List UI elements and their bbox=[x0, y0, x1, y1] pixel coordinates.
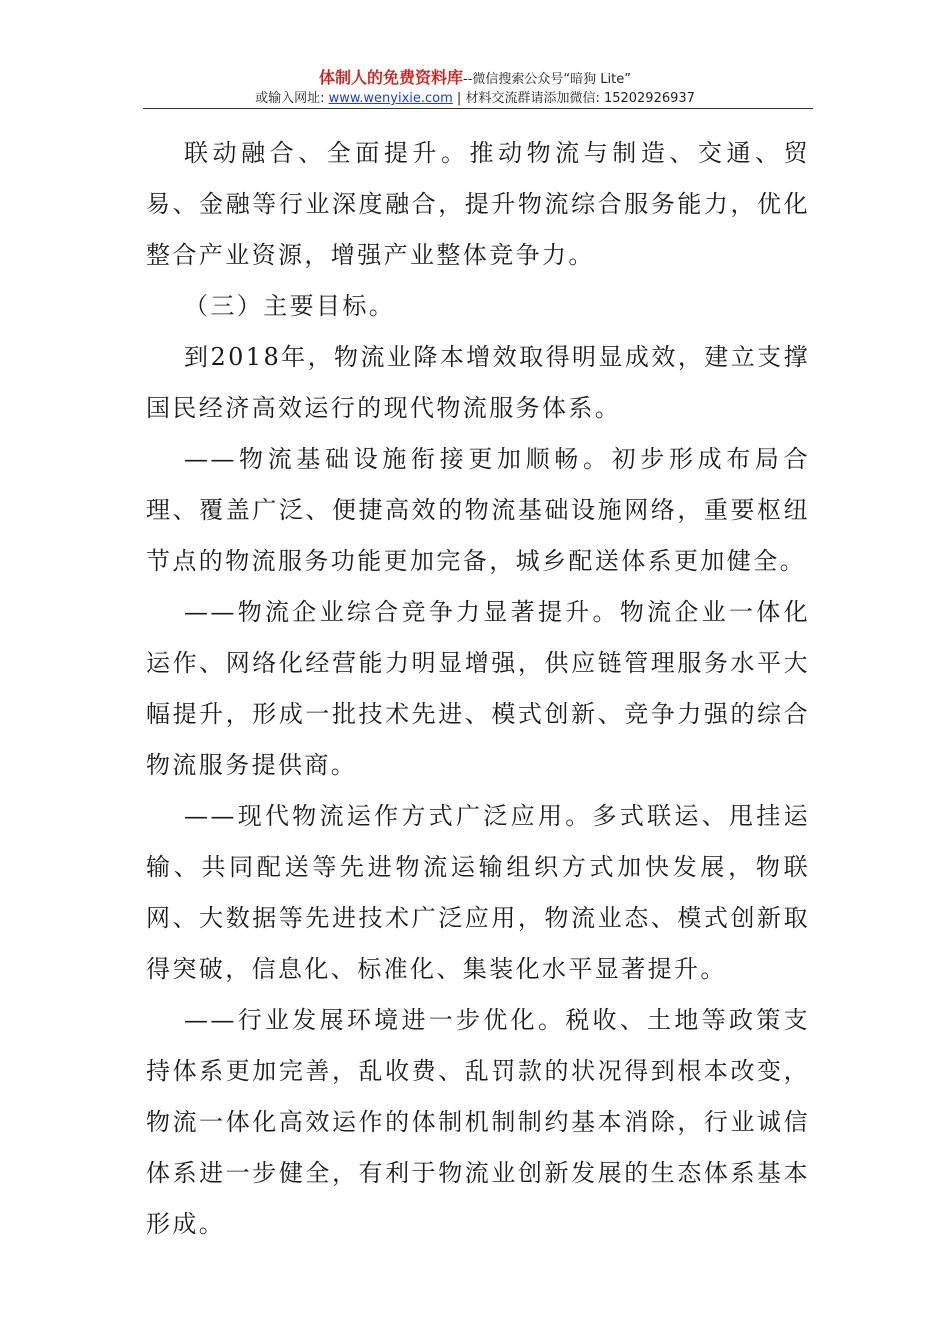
paragraph-modern-logistics: ——现代物流运作方式广泛应用。多式联运、甩挂运输、共同配送等先进物流运输组织方式加快发展，物联网、大数据等先进技术广泛应用，物流业态、模式创新取得突破，信息化、标准化、集装化水平显著提升。 bbox=[146, 802, 810, 983]
paragraph-integration: 联动融合、全面提升。推动物流与制造、交通、贸易、金融等行业深度融合，提升物流综合服务能力，优化整合产业资源，增强产业整体竞争力。 bbox=[146, 139, 810, 269]
brand-title: 体制人的免费资料库 bbox=[319, 68, 464, 87]
paragraph-infrastructure: ——物流基础设施衔接更加顺畅。初步形成布局合理、覆盖广泛、便捷高效的物流基础设施网络，重要枢纽节点的物流服务功能更加完备，城乡配送体系更加健全。 bbox=[146, 445, 810, 575]
page-header bbox=[0, 68, 950, 108]
paragraph-2018-goal: 到2018年，物流业降本增效取得明显成效，建立支撑国民经济高效运行的现代物流服务体系。 bbox=[146, 343, 810, 422]
website-link[interactable]: www.wenyixie.com bbox=[328, 91, 453, 106]
section-heading-main-goals: （三）主要目标。 bbox=[184, 292, 396, 320]
url-prefix: 或输入网址: bbox=[255, 91, 329, 106]
header-url-line bbox=[0, 90, 950, 108]
document-body bbox=[146, 128, 810, 1250]
paragraph-environment: ——行业发展环境进一步优化。税收、土地等政策支持体系更加完善，乱收费、乱罚款的状况得到根本改变，物流一体化高效运作的体制机制制约基本消除，行业诚信体系进一步健全，有利于物流业创新发展的生态体系基本形成。 bbox=[146, 1006, 810, 1238]
header-divider bbox=[143, 108, 813, 109]
paragraph-enterprise-competitiveness: ——物流企业综合竞争力显著提升。物流企业一体化运作、网络化经营能力明显增强，供应链管理服务水平大幅提升，形成一批技术先进、模式创新、竞争力强的综合物流服务提供商。 bbox=[146, 598, 810, 779]
header-title-line bbox=[0, 68, 950, 90]
contact-info: | 材料交流群请添加微信: 15202926937 bbox=[452, 91, 695, 106]
header-tagline: --微信搜索公众号“暗狗 Lite” bbox=[463, 72, 631, 87]
